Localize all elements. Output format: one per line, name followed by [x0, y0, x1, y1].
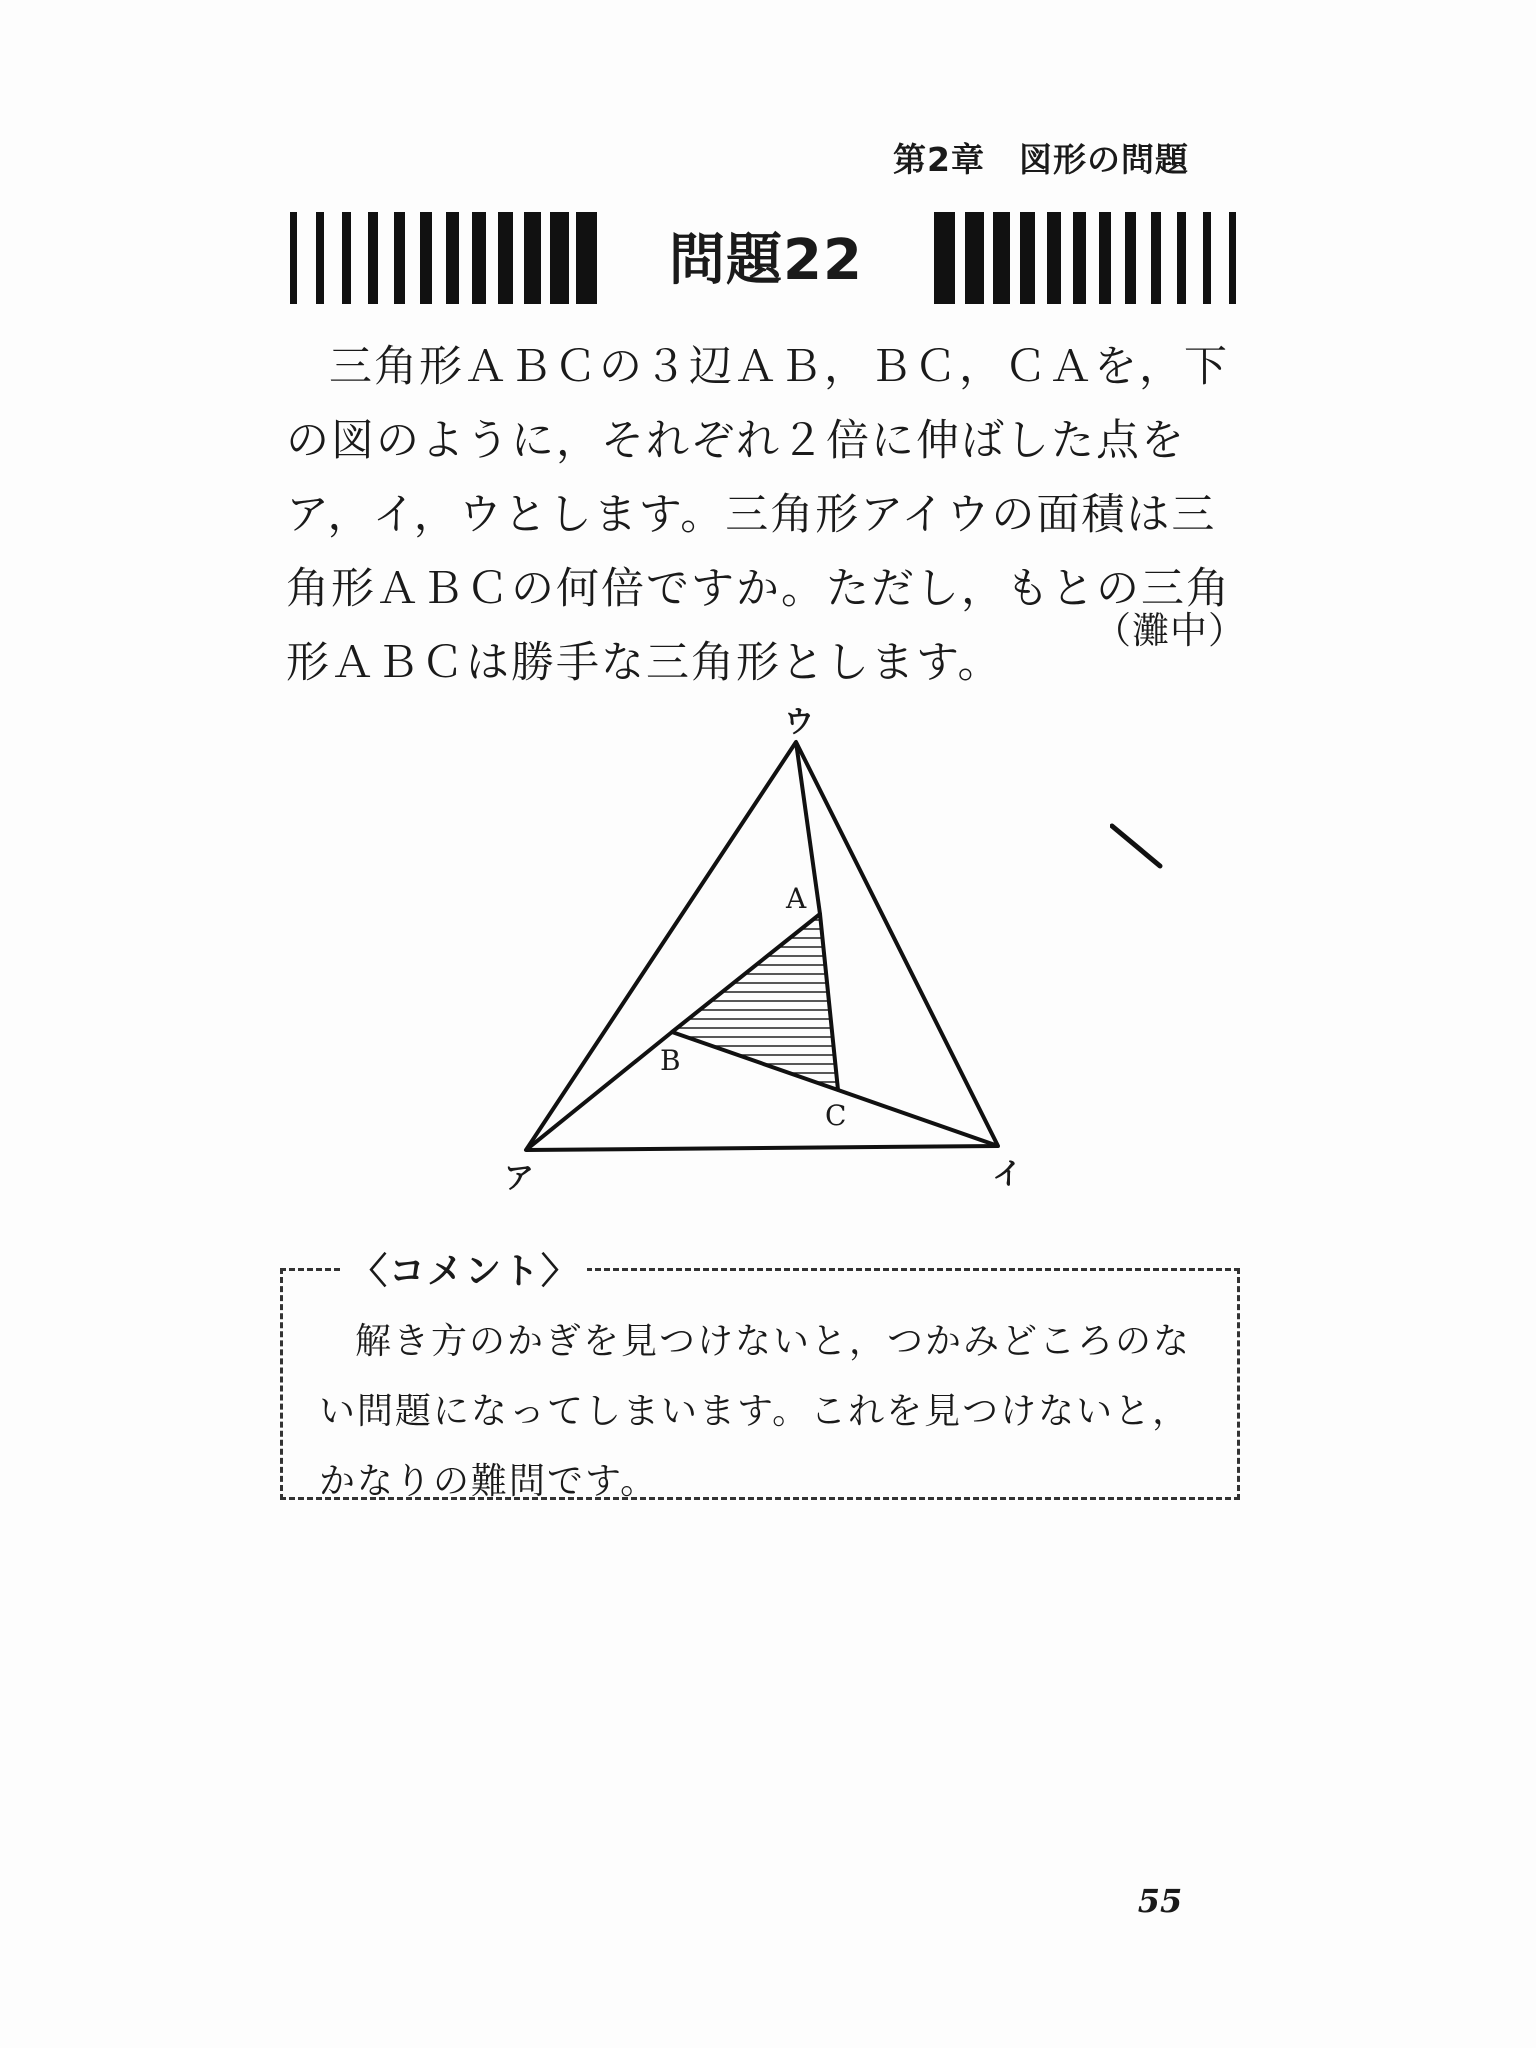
page-number: 55 [1137, 1882, 1183, 1920]
comment-text: 解き方のかぎを見つけないと，つかみどころのない問題になってしまいます。これを見つけないと，かなりの難問です。 [319, 1321, 1192, 1502]
comment-title: 〈コメント〉 [343, 1243, 587, 1294]
comment-box [280, 1251, 1240, 1502]
triangle-figure [480, 680, 1040, 1200]
label-C: C [825, 1099, 847, 1132]
label-B: B [660, 1044, 681, 1077]
title-stripes-right [914, 208, 1244, 308]
problem-statement: 三角形ＡＢＣの３辺ＡＢ，ＢＣ，ＣＡを，下の図のように，それぞれ２倍に伸ばした点をア，イ，ウとします。三角形アイウの面積は三角形ＡＢＣの何倍ですか。ただし，もとの三角形ＡＢＣは勝手な三角形とします。 [286, 342, 1231, 688]
label-a-kata: ア [504, 1161, 534, 1196]
label-i-kata: イ [992, 1157, 1022, 1192]
outer-triangle [526, 742, 998, 1150]
stray-pen-mark [1110, 820, 1164, 874]
title-stripes-left [288, 208, 618, 308]
chapter-header: 第2章 図形の問題 [893, 140, 1189, 179]
segment-b-a-kata [526, 1032, 672, 1150]
label-A: A [786, 882, 807, 915]
problem-title-band [288, 208, 1244, 308]
problem-title: 問題22 [669, 228, 863, 293]
problem-source: （灘中） [1094, 609, 1246, 652]
label-u: ウ [784, 705, 814, 740]
